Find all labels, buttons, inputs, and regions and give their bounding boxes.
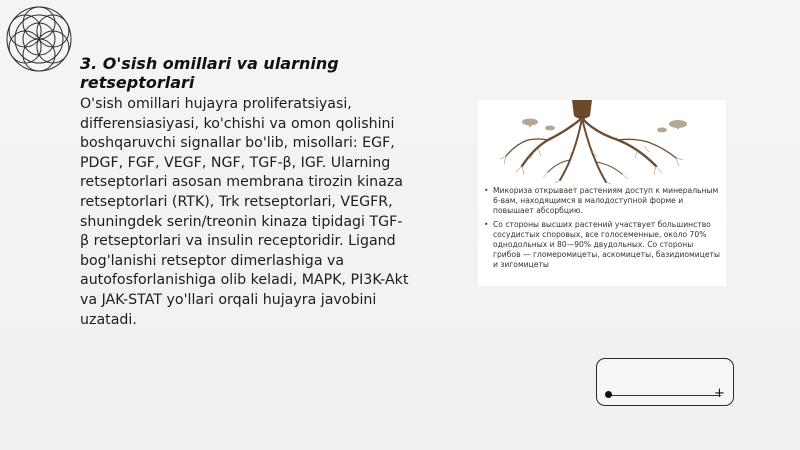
mycorrhiza-figure [478, 100, 726, 286]
slider-knob-icon[interactable] [605, 391, 612, 398]
plus-icon[interactable]: + [714, 386, 725, 401]
figure-caption-list [484, 186, 722, 274]
figure-caption-item: • Со стороны высших растений участвует большинство сосудистых споровых, все голосеменные, около 70% однодольных и 80—90% двудольных. Со стороны грибов — гломеромицеты, аскомицеты, базидиомицеты и зигомицеты [484, 220, 722, 270]
flower-of-life-icon [3, 3, 75, 75]
slider-track[interactable] [609, 395, 721, 396]
slide-title: 3. O'sish omillari va ularning retseptorlari [80, 54, 339, 92]
slide-body-text: O'sish omillari hujayra proliferatsiyasi, differensiasiyasi, ko'chishi va omon qolishini boshqaruvchi signallar bo'lib, misollari: EGF, PDGF, FGF, VEGF, NGF, TGF-β, IGF. Ularning retseptorlari asosan membrana tirozin kinaza retseptorlari (RTK), Trk retseptorlari, VEGFR, shuningdek serin/treonin kinaza tipidagi TGF-β retseptorlari va insulin receptoridir. Ligand bog'lanishi retseptor dimerlashiga va autofosforlanishiga olib keladi, MAPK, PI3K-Akt va JAK-STAT yo'llari orqali hujayra javobini uzatadi. [80, 96, 409, 328]
figure-caption-item: • Микориза открывает растениям доступ к минеральным 6-вам, находящимся в малодоступной форме и повышает абсорбцию. [484, 186, 722, 216]
media-control-widget[interactable] [596, 358, 734, 406]
tree-roots-mycorrhiza-icon [478, 100, 726, 184]
